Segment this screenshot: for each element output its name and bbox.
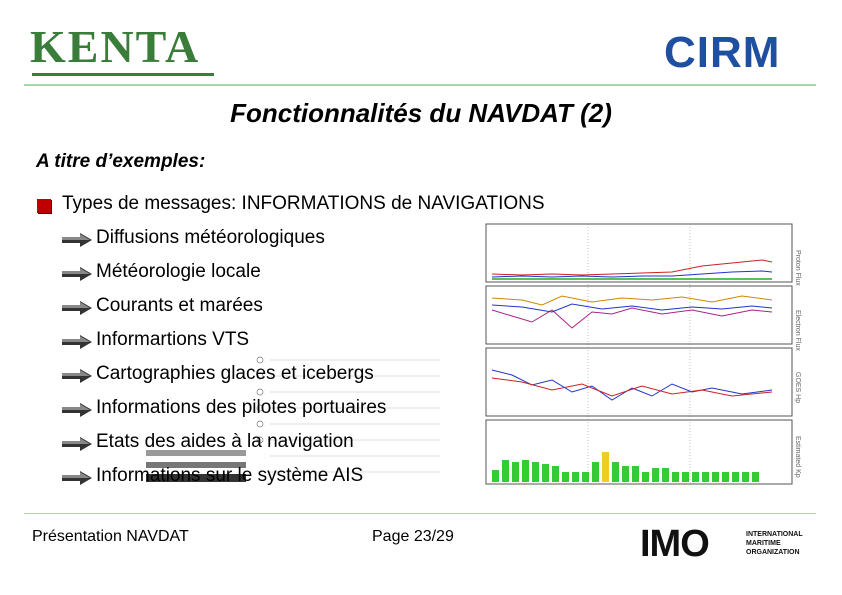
kenta-logo-underline <box>32 73 214 76</box>
main-bullet-emphasis: INFORMATIONS de NAVIGATIONS <box>241 193 545 214</box>
svg-text:GOES Hp: GOES Hp <box>794 372 801 404</box>
page-number: Page 23/29 <box>372 528 454 545</box>
list-item-label: Etats des aides à la navigation <box>96 431 354 452</box>
imo-org-line: ORGANIZATION <box>746 549 800 556</box>
svg-text:Estimated Kp: Estimated Kp <box>794 436 801 478</box>
main-bullet-prefix: Types de messages: <box>62 193 242 214</box>
arrow-bullet-icon <box>62 437 92 451</box>
list-item-label: Informartions VTS <box>96 329 250 350</box>
space-weather-chart-image <box>462 210 820 510</box>
arrow-bullet-icon <box>62 335 92 349</box>
header-divider <box>24 84 816 86</box>
arrow-bullet-icon <box>62 403 92 417</box>
svg-text:Proton Flux: Proton Flux <box>794 250 801 286</box>
slide-title: Fonctionnalités du NAVDAT (2) <box>230 98 612 128</box>
arrow-bullet-icon <box>62 267 92 281</box>
list-item-label: Météorologie locale <box>96 261 261 282</box>
slide-subtitle: A titre d’exemples: <box>36 151 206 172</box>
imo-org-line: INTERNATIONAL <box>746 531 803 538</box>
list-item-label: Diffusions météorologiques <box>96 227 325 248</box>
arrow-bullet-icon <box>62 471 92 485</box>
imo-logo-letters: IMO <box>640 523 709 565</box>
kenta-logo-text: KENTA <box>30 21 201 72</box>
footer-divider <box>24 513 816 514</box>
imo-logo <box>640 524 810 564</box>
svg-text:Electron Flux: Electron Flux <box>794 310 801 351</box>
list-item-label: Courants et marées <box>96 295 263 316</box>
footer-presentation-label: Présentation NAVDAT <box>32 528 189 545</box>
arrow-bullet-icon <box>62 233 92 247</box>
imo-logo-org-name <box>746 530 803 557</box>
list-item-label: Informations sur le système AIS <box>96 465 364 486</box>
list-item-label: Informations des pilotes portuaires <box>96 397 387 418</box>
kenta-logo <box>30 22 214 76</box>
red-square-bullet-icon <box>37 199 51 213</box>
imo-org-line: MARITIME <box>746 540 781 547</box>
list-item-label: Cartographies glaces et icebergs <box>96 363 374 384</box>
main-bullet-text <box>62 193 545 215</box>
arrow-bullet-icon <box>62 301 92 315</box>
arrow-bullet-icon <box>62 369 92 383</box>
cirm-logo <box>664 28 810 80</box>
cirm-logo-text: CIRM <box>664 28 781 77</box>
